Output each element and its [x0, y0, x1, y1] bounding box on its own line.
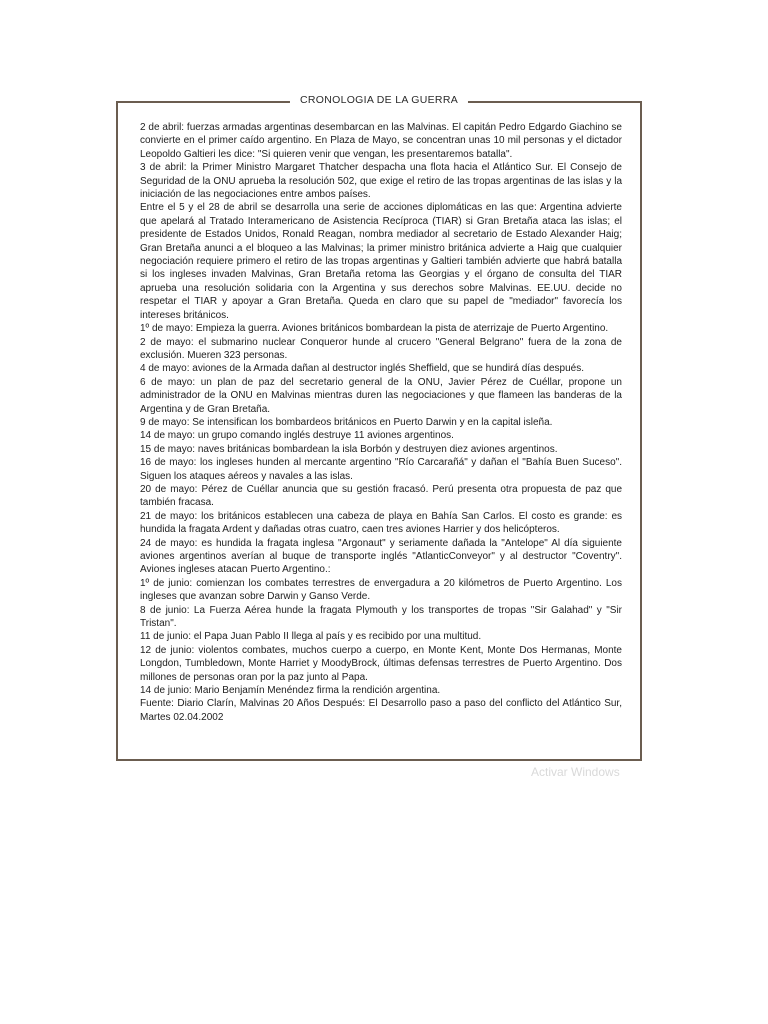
- chronology-entry: 8 de junio: La Fuerza Aérea hunde la fragata Plymouth y los transportes de tropas "Sir Galahad" y "Sir Tristan".: [140, 604, 622, 630]
- chronology-entry: 6 de mayo: un plan de paz del secretario general de la ONU, Javier Pérez de Cuéllar, propone un administrador de la ONU en Malvinas mientras duren las negociaciones y que flameen las banderas de la Argentina y de Gran Bretaña.: [140, 376, 622, 415]
- chronology-content: [140, 121, 622, 724]
- chronology-entry: 1º de mayo: Empieza la guerra. Aviones británicos bombardean la pista de aterrizaje de Puerto Argentino.: [140, 323, 609, 335]
- chronology-entry: 2 de mayo: el submarino nuclear Conqueror hunde al crucero "General Belgrano" fuera de la zona de exclusión. Mueren 323 personas.: [140, 336, 622, 361]
- chronology-entry: 14 de junio: Mario Benjamín Menéndez firma la rendición argentina.: [140, 685, 441, 697]
- chronology-entry: 4 de mayo: aviones de la Armada dañan al destructor inglés Sheffield, que se hundirá días después.: [140, 363, 584, 375]
- chronology-entry: 2 de abril: fuerzas armadas argentinas desembarcan en las Malvinas. El capitán Pedro Edgardo Giachino se convierte en el primer caído argentino. En Plaza de Mayo, se concentran unas 10 mil personas y el dictador Leopoldo Galtieri les dice: "Si quieren venir que vengan, les presentaremos batalla".: [140, 122, 622, 160]
- chronology-entry: 3 de abril: la Primer Ministro Margaret Thatcher despacha una flota hacia el Atlántico Sur. El Consejo de Seguridad de la ONU aprueba la resolución 502, que exige el retiro de las tropas argentinas de las islas y la iniciación de las negociaciones entre ambos países.: [140, 162, 622, 201]
- chronology-entry: 20 de mayo: Pérez de Cuéllar anuncia que su gestión fracasó. Perú presenta otra propuesta de paz que también fracasa.: [140, 483, 622, 509]
- chronology-entry: 15 de mayo: naves británicas bombardean la isla Borbón y destruyen diez aviones argentinos.: [140, 443, 558, 455]
- chronology-entry: 9 de mayo: Se intensifican los bombardeos británicos en Puerto Darwin y en la capital isleña.: [140, 416, 553, 428]
- source-citation: Fuente: Diario Clarín, Malvinas 20 Años Después: El Desarrollo paso a paso del conflicto del Atlántico Sur, Martes 02.04.2002: [140, 698, 622, 723]
- chronology-entry: 16 de mayo: los ingleses hunden al mercante argentino "Río Carcarañá" y dañan el "Bahía Buen Suceso". Siguen los ataques aéreos y navales a las islas.: [140, 457, 622, 482]
- chronology-entry: 11 de junio: el Papa Juan Pablo II llega al país y es recibido por una multitud.: [140, 631, 482, 643]
- chronology-entry: 12 de junio: violentos combates, muchos cuerpo a cuerpo, en Monte Kent, Monte Dos Hermanas, Monte Longdon, Tumbledown, Monte Harriet y MoodyBrock, últimas defensas terrestres de Puerto Argentino. Dos millones de personas oran por la paz junto al Papa.: [140, 644, 622, 683]
- chronology-entry: 14 de mayo: un grupo comando inglés destruye 11 aviones argentinos.: [140, 430, 454, 442]
- chronology-entry: 21 de mayo: los británicos establecen una cabeza de playa en Bahía San Carlos. El costo es grande: es hundida la fragata Ardent y dañadas otras cuatro, caen tres aviones Harrier y dos helicópteros.: [140, 510, 622, 536]
- activation-watermark: Activar Windows: [531, 765, 620, 776]
- chronology-entry: Entre el 5 y el 28 de abril se desarrolla una serie de acciones diplomáticas en las que: Argentina advierte que apelará al Tratado Interamericano de Asistencia Recíproca (TIAR) si Gran Bretaña ataca las islas; el presidente de Estados Unidos, Ronald Reagan, nombra mediador al secretario de Estado Alexander Haig; Gran Bretaña anunci a el bloqueo a las Malvinas; la primer ministro británica advierte a Haig que cualquier negociación requiere primero el retiro de las tropas argentinas y Galtieri también advierte que habrá batalla si los ingleses invaden Malvinas, Gran Bretaña retoma las Georgias y el órgano de consulta del TIAR aprueba una resolución solidaria con la Argentina y sus derechos sobre Malvinas. EE.UU. decide no respetar el TIAR y apoyar a Gran Bretaña. Queda en claro que su papel de "mediador" favorecía los intereses británicos.: [140, 202, 622, 321]
- chronology-entry: 1º de junio: comienzan los combates terrestres de envergadura a 20 kilómetros de Puerto Argentino. Los ingleses que avanzan sobre Darwin y Ganso Verde.: [140, 577, 622, 603]
- chronology-entry: 24 de mayo: es hundida la fragata inglesa "Argonaut" y seriamente dañada la "Antelope" Al día siguiente aviones argentinos averían al buque de transporte inglés "AtlanticConveyor" y al destructor "Coventry". Aviones ingleses atacan Puerto Argentino.:: [140, 537, 622, 576]
- document-title: CRONOLOGIA DE LA GUERRA: [290, 94, 468, 106]
